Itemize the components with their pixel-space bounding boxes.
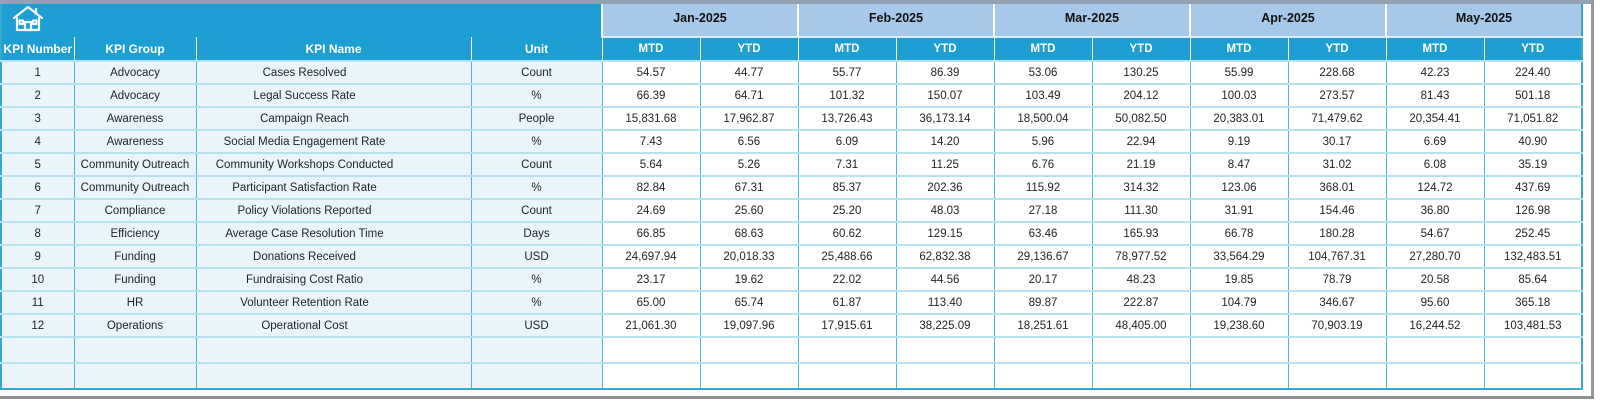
window-right-edge [1591,0,1594,399]
empty-cell[interactable] [798,363,896,389]
value-cell[interactable]: 124.72 [1386,176,1484,199]
kpi-group-cell[interactable]: Operations [74,314,196,337]
value-cell[interactable]: 6.09 [798,130,896,153]
table-row [1,153,1582,176]
kpi-group-cell[interactable]: Awareness [74,130,196,153]
col-header-ytd[interactable]: YTD [896,37,994,61]
empty-cell[interactable] [196,363,471,389]
value-cell[interactable]: 50,082.50 [1092,107,1190,130]
value-cell[interactable]: 19.85 [1190,268,1288,291]
value-cell[interactable]: 165.93 [1092,222,1190,245]
kpi-group-cell[interactable]: HR [74,291,196,314]
value-cell[interactable]: 150.07 [896,84,994,107]
home-button[interactable] [12,5,44,32]
value-cell[interactable]: 63.46 [994,222,1092,245]
table-row [1,291,1582,314]
empty-cell[interactable] [798,337,896,363]
value-cell[interactable]: 31.02 [1288,153,1386,176]
empty-cell[interactable] [1484,337,1582,363]
home-icon [12,5,44,32]
kpi-number-cell[interactable]: 2 [1,84,74,107]
value-cell[interactable]: 437.69 [1484,176,1582,199]
table-row [1,222,1582,245]
value-cell[interactable]: 21.19 [1092,153,1190,176]
value-cell[interactable]: 180.28 [1288,222,1386,245]
empty-cell[interactable] [1288,363,1386,389]
col-header-kpi-group[interactable]: KPI Group [74,37,196,61]
empty-cell[interactable] [602,363,700,389]
value-cell[interactable]: 5.64 [602,153,700,176]
kpi-number-cell[interactable]: 1 [1,61,74,84]
kpi-unit-cell[interactable]: USD [471,314,602,337]
table-row [1,130,1582,153]
kpi-number-cell[interactable]: 6 [1,176,74,199]
value-cell[interactable]: 365.18 [1484,291,1582,314]
value-cell[interactable]: 154.46 [1288,199,1386,222]
value-cell[interactable]: 55.77 [798,61,896,84]
kpi-name-cell[interactable]: Average Case Resolution Time [196,222,471,245]
table-row [1,61,1582,84]
value-cell[interactable]: 17,962.87 [700,107,798,130]
kpi-unit-cell[interactable]: Days [471,222,602,245]
month-header-apr[interactable]: Apr-2025 [1190,0,1386,37]
value-cell[interactable]: 27,280.70 [1386,245,1484,268]
value-cell[interactable]: 48.03 [896,199,994,222]
value-cell[interactable]: 65.00 [602,291,700,314]
empty-cell[interactable] [1,337,74,363]
value-cell[interactable]: 95.60 [1386,291,1484,314]
value-cell[interactable]: 78.79 [1288,268,1386,291]
value-cell[interactable]: 368.01 [1288,176,1386,199]
value-cell[interactable]: 64.71 [700,84,798,107]
value-cell[interactable]: 228.68 [1288,61,1386,84]
kpi-unit-cell[interactable]: % [471,291,602,314]
empty-cell[interactable] [994,363,1092,389]
value-cell[interactable]: 66.85 [602,222,700,245]
col-header-ytd[interactable]: YTD [1484,37,1582,61]
value-cell[interactable]: 23.17 [602,268,700,291]
kpi-number-cell[interactable]: 5 [1,153,74,176]
value-cell[interactable]: 132,483.51 [1484,245,1582,268]
value-cell[interactable]: 111.30 [1092,199,1190,222]
col-header-mtd[interactable]: MTD [1386,37,1484,61]
value-cell[interactable]: 104.79 [1190,291,1288,314]
value-cell[interactable]: 20,354.41 [1386,107,1484,130]
value-cell[interactable]: 24.69 [602,199,700,222]
value-cell[interactable]: 101.32 [798,84,896,107]
value-cell[interactable]: 85.64 [1484,268,1582,291]
value-cell[interactable]: 71,051.82 [1484,107,1582,130]
value-cell[interactable]: 60.62 [798,222,896,245]
col-header-mtd[interactable]: MTD [1190,37,1288,61]
value-cell[interactable]: 222.87 [1092,291,1190,314]
kpi-unit-cell[interactable]: Count [471,199,602,222]
value-cell[interactable]: 20.58 [1386,268,1484,291]
kpi-unit-cell[interactable]: USD [471,245,602,268]
empty-cell[interactable] [896,363,994,389]
col-header-ytd[interactable]: YTD [700,37,798,61]
table-row [1,314,1582,337]
value-cell[interactable]: 501.18 [1484,84,1582,107]
value-cell[interactable]: 31.91 [1190,199,1288,222]
value-cell[interactable]: 346.67 [1288,291,1386,314]
column-header-row [1,37,1582,61]
value-cell[interactable]: 36.80 [1386,199,1484,222]
empty-cell[interactable] [471,363,602,389]
empty-row [1,363,1582,389]
value-cell[interactable]: 24,697.94 [602,245,700,268]
value-cell[interactable]: 21,061.30 [602,314,700,337]
kpi-name-cell[interactable]: Community Workshops Conducted [196,153,471,176]
value-cell[interactable]: 6.56 [700,130,798,153]
value-cell[interactable]: 35.19 [1484,153,1582,176]
value-cell[interactable]: 104,767.31 [1288,245,1386,268]
value-cell[interactable]: 20.17 [994,268,1092,291]
value-cell[interactable]: 22.02 [798,268,896,291]
kpi-unit-cell[interactable]: % [471,268,602,291]
value-cell[interactable]: 14.20 [896,130,994,153]
kpi-name-cell[interactable]: Campaign Reach [196,107,471,130]
empty-cell[interactable] [896,337,994,363]
value-cell[interactable]: 40.90 [1484,130,1582,153]
value-cell[interactable]: 100.03 [1190,84,1288,107]
value-cell[interactable]: 6.76 [994,153,1092,176]
value-cell[interactable]: 15,831.68 [602,107,700,130]
kpi-name-cell[interactable]: Policy Violations Reported [196,199,471,222]
value-cell[interactable]: 314.32 [1092,176,1190,199]
value-cell[interactable]: 18,251.61 [994,314,1092,337]
value-cell[interactable]: 9.19 [1190,130,1288,153]
value-cell[interactable]: 19,238.60 [1190,314,1288,337]
value-cell[interactable]: 11.25 [896,153,994,176]
value-cell[interactable]: 27.18 [994,199,1092,222]
value-cell[interactable]: 44.77 [700,61,798,84]
empty-cell[interactable] [1386,363,1484,389]
value-cell[interactable]: 5.96 [994,130,1092,153]
value-cell[interactable]: 53.06 [994,61,1092,84]
col-header-kpi-name[interactable]: KPI Name [196,37,471,61]
value-cell[interactable]: 204.12 [1092,84,1190,107]
table-row [1,199,1582,222]
value-cell[interactable]: 36,173.14 [896,107,994,130]
value-cell[interactable]: 86.39 [896,61,994,84]
value-cell[interactable]: 89.87 [994,291,1092,314]
empty-cell[interactable] [700,363,798,389]
value-cell[interactable]: 54.57 [602,61,700,84]
month-header-mar[interactable]: Mar-2025 [994,0,1190,37]
kpi-group-cell[interactable]: Funding [74,245,196,268]
col-header-unit[interactable]: Unit [471,37,602,61]
table-row [1,176,1582,199]
value-cell[interactable]: 78,977.52 [1092,245,1190,268]
value-cell[interactable]: 113.40 [896,291,994,314]
empty-cell[interactable] [994,337,1092,363]
kpi-name-cell[interactable]: Fundraising Cost Ratio [196,268,471,291]
value-cell[interactable]: 20,383.01 [1190,107,1288,130]
empty-cell[interactable] [74,363,196,389]
empty-cell[interactable] [74,337,196,363]
value-cell[interactable]: 54.67 [1386,222,1484,245]
kpi-number-cell[interactable]: 10 [1,268,74,291]
value-cell[interactable]: 126.98 [1484,199,1582,222]
value-cell[interactable]: 103,481.53 [1484,314,1582,337]
kpi-group-cell[interactable]: Funding [74,268,196,291]
value-cell[interactable]: 30.17 [1288,130,1386,153]
value-cell[interactable]: 48,405.00 [1092,314,1190,337]
value-cell[interactable]: 129.15 [896,222,994,245]
kpi-unit-cell[interactable]: Count [471,153,602,176]
value-cell[interactable]: 6.08 [1386,153,1484,176]
value-cell[interactable]: 29,136.67 [994,245,1092,268]
value-cell[interactable]: 38,225.09 [896,314,994,337]
empty-cell[interactable] [1484,363,1582,389]
kpi-name-cell[interactable]: Legal Success Rate [196,84,471,107]
value-cell[interactable]: 65.74 [700,291,798,314]
kpi-name-cell[interactable]: Operational Cost [196,314,471,337]
empty-cell[interactable] [602,337,700,363]
month-header-jan[interactable]: Jan-2025 [602,0,798,37]
value-cell[interactable]: 20,018.33 [700,245,798,268]
value-cell[interactable]: 19,097.96 [700,314,798,337]
table-row [1,245,1582,268]
value-cell[interactable]: 25.20 [798,199,896,222]
value-cell[interactable]: 5.26 [700,153,798,176]
col-header-ytd[interactable]: YTD [1288,37,1386,61]
kpi-number-cell[interactable]: 3 [1,107,74,130]
value-cell[interactable]: 81.43 [1386,84,1484,107]
empty-row [1,337,1582,363]
kpi-number-cell[interactable]: 7 [1,199,74,222]
kpi-group-cell[interactable]: Advocacy [74,61,196,84]
value-cell[interactable]: 42.23 [1386,61,1484,84]
value-cell[interactable]: 67.31 [700,176,798,199]
value-cell[interactable]: 115.92 [994,176,1092,199]
value-cell[interactable]: 66.39 [602,84,700,107]
kpi-name-cell[interactable]: Donations Received [196,245,471,268]
month-header-feb[interactable]: Feb-2025 [798,0,994,37]
value-cell[interactable]: 55.99 [1190,61,1288,84]
value-cell[interactable]: 7.31 [798,153,896,176]
value-cell[interactable]: 68.63 [700,222,798,245]
kpi-number-cell[interactable]: 4 [1,130,74,153]
value-cell[interactable]: 6.69 [1386,130,1484,153]
table-row [1,107,1582,130]
empty-cell[interactable] [1092,337,1190,363]
kpi-unit-cell[interactable]: % [471,176,602,199]
value-cell[interactable]: 33,564.29 [1190,245,1288,268]
kpi-group-cell[interactable]: Community Outreach [74,153,196,176]
empty-cell[interactable] [196,337,471,363]
kpi-name-cell[interactable]: Participant Satisfaction Rate [196,176,471,199]
kpi-unit-cell[interactable]: % [471,130,602,153]
empty-cell[interactable] [471,337,602,363]
value-cell[interactable]: 17,915.61 [798,314,896,337]
kpi-unit-cell[interactable]: % [471,84,602,107]
value-cell[interactable]: 62,832.38 [896,245,994,268]
window-bottom-edge [0,396,1594,399]
kpi-unit-cell[interactable]: Count [471,61,602,84]
empty-cell[interactable] [1288,337,1386,363]
col-header-mtd[interactable]: MTD [994,37,1092,61]
value-cell[interactable]: 82.84 [602,176,700,199]
empty-cell[interactable] [1190,363,1288,389]
value-cell[interactable]: 85.37 [798,176,896,199]
window-top-edge [0,0,1594,4]
value-cell[interactable]: 16,244.52 [1386,314,1484,337]
value-cell[interactable]: 103.49 [994,84,1092,107]
col-header-mtd[interactable]: MTD [602,37,700,61]
empty-cell[interactable] [1,363,74,389]
kpi-group-cell[interactable]: Advocacy [74,84,196,107]
kpi-number-cell[interactable]: 9 [1,245,74,268]
value-cell[interactable]: 25.60 [700,199,798,222]
value-cell[interactable]: 252.45 [1484,222,1582,245]
value-cell[interactable]: 7.43 [602,130,700,153]
month-header-may[interactable]: May-2025 [1386,0,1582,37]
kpi-name-cell[interactable]: Volunteer Retention Rate [196,291,471,314]
kpi-group-cell[interactable]: Compliance [74,199,196,222]
value-cell[interactable]: 224.40 [1484,61,1582,84]
kpi-number-cell[interactable]: 8 [1,222,74,245]
value-cell[interactable]: 273.57 [1288,84,1386,107]
table-row [1,268,1582,291]
empty-cell[interactable] [1190,337,1288,363]
value-cell[interactable]: 71,479.62 [1288,107,1386,130]
value-cell[interactable]: 123.06 [1190,176,1288,199]
empty-cell[interactable] [700,337,798,363]
col-header-ytd[interactable]: YTD [1092,37,1190,61]
value-cell[interactable]: 48.23 [1092,268,1190,291]
kpi-name-cell[interactable]: Social Media Engagement Rate [196,130,471,153]
col-header-mtd[interactable]: MTD [798,37,896,61]
value-cell[interactable]: 18,500.04 [994,107,1092,130]
value-cell[interactable]: 70,903.19 [1288,314,1386,337]
value-cell[interactable]: 66.78 [1190,222,1288,245]
kpi-group-cell[interactable]: Community Outreach [74,176,196,199]
kpi-group-cell[interactable]: Awareness [74,107,196,130]
kpi-group-cell[interactable]: Efficiency [74,222,196,245]
kpi-unit-cell[interactable]: People [471,107,602,130]
kpi-number-cell[interactable]: 11 [1,291,74,314]
value-cell[interactable]: 8.47 [1190,153,1288,176]
col-header-kpi-number[interactable]: KPI Number [1,37,74,61]
kpi-number-cell[interactable]: 12 [1,314,74,337]
table-corner [1,0,602,37]
value-cell[interactable]: 13,726.43 [798,107,896,130]
value-cell[interactable]: 44.56 [896,268,994,291]
empty-cell[interactable] [1386,337,1484,363]
kpi-name-cell[interactable]: Cases Resolved [196,61,471,84]
value-cell[interactable]: 61.87 [798,291,896,314]
value-cell[interactable]: 130.25 [1092,61,1190,84]
value-cell[interactable]: 25,488.66 [798,245,896,268]
value-cell[interactable]: 22.94 [1092,130,1190,153]
value-cell[interactable]: 19.62 [700,268,798,291]
month-header-row [1,0,1582,37]
table-row [1,84,1582,107]
value-cell[interactable]: 202.36 [896,176,994,199]
empty-cell[interactable] [1092,363,1190,389]
